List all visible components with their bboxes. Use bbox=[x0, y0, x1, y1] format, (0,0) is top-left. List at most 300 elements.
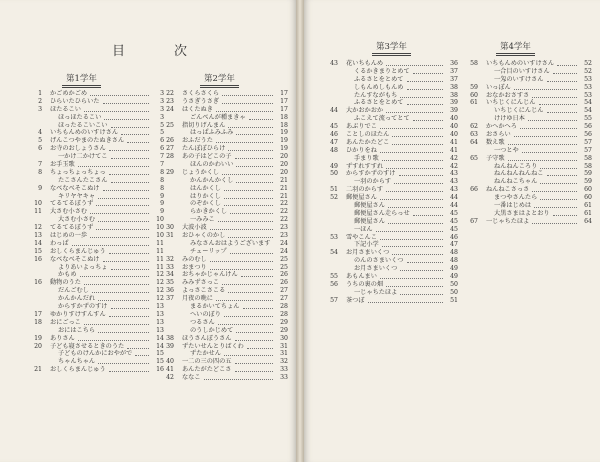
toc-entry-number: 8 bbox=[38, 168, 42, 176]
toc-entry bbox=[324, 178, 458, 186]
toc-entry bbox=[464, 76, 592, 84]
toc-entry-number: 33 bbox=[166, 263, 174, 271]
toc-entry-page: 31 bbox=[280, 342, 288, 350]
toc-entry bbox=[28, 193, 164, 201]
leader-dots bbox=[135, 355, 149, 356]
toc-entry-number: 13 bbox=[34, 232, 42, 240]
leader-dots bbox=[236, 134, 273, 135]
toc-entry-page: 8 bbox=[160, 184, 164, 192]
toc-entry-number: 45 bbox=[330, 123, 338, 131]
toc-entry-page: 10 bbox=[156, 216, 164, 224]
toc-entry bbox=[28, 358, 164, 366]
toc-entry-title: ふこえて流ってとて bbox=[354, 115, 410, 123]
toc-entry-title: くるかきまりとめて bbox=[354, 67, 410, 75]
toc-entry-number: 43 bbox=[330, 60, 338, 67]
toc-entry-title: お寺のおしょうさん bbox=[50, 145, 106, 153]
toc-entry-page: 27 bbox=[280, 287, 288, 295]
toc-entry-page: 24 bbox=[280, 239, 288, 247]
toc-entry-page: 11 bbox=[156, 263, 164, 271]
leader-dots bbox=[84, 111, 149, 112]
toc-entry-title: いちじくにんじん bbox=[494, 107, 544, 115]
toc-entry-page: 53 bbox=[584, 83, 592, 91]
toc-entry-page: 61 bbox=[584, 202, 592, 210]
toc-entry bbox=[160, 208, 288, 216]
toc-entry-title: いっぽん bbox=[486, 83, 511, 91]
toc-entry-title: げんこつやまのたぬきさん bbox=[50, 137, 125, 145]
toc-entry-page: 24 bbox=[280, 247, 288, 255]
toc-entry-title: はじめの一歩 bbox=[50, 232, 88, 240]
leader-dots bbox=[109, 174, 149, 175]
toc-entry-title: 大さむ小さむ bbox=[58, 216, 96, 224]
toc-entry-title: はくたぬき bbox=[182, 105, 213, 113]
toc-entry bbox=[160, 216, 288, 224]
toc-entry-title: 手まり歌 bbox=[354, 154, 379, 162]
leader-dots bbox=[247, 348, 273, 349]
toc-entry-title: 郵便屋さん走らっせ bbox=[354, 209, 410, 217]
leader-dots bbox=[84, 324, 149, 325]
leader-dots bbox=[532, 97, 577, 98]
toc-entry-page: 21 bbox=[280, 192, 288, 200]
toc-entry bbox=[28, 122, 164, 130]
toc-entry-page: 58 bbox=[584, 162, 592, 170]
toc-entry-page: 36 bbox=[450, 60, 458, 67]
toc-entry-title: ねんねんねんねこ bbox=[494, 170, 544, 178]
toc-entry-page: 43 bbox=[450, 186, 458, 194]
leader-dots bbox=[407, 89, 443, 90]
toc-entry bbox=[160, 358, 288, 366]
leader-dots bbox=[392, 254, 443, 255]
toc-entry-number: 35 bbox=[166, 279, 174, 287]
leader-dots bbox=[216, 300, 273, 301]
toc-entry bbox=[324, 186, 458, 194]
toc-entry-number: 38 bbox=[166, 334, 174, 342]
toc-entry bbox=[160, 153, 288, 161]
toc-entry-page: 3 bbox=[160, 105, 164, 113]
toc-entry-number: 1 bbox=[38, 90, 42, 97]
leader-dots bbox=[98, 363, 149, 364]
leader-dots bbox=[224, 355, 273, 356]
leader-dots bbox=[230, 213, 273, 214]
toc-entry-title: なべなべそこぬけ bbox=[50, 184, 100, 192]
leader-dots bbox=[386, 286, 443, 287]
toc-entry bbox=[28, 248, 164, 256]
leader-dots bbox=[80, 276, 149, 277]
toc-entry-title: みなさんおはようございます bbox=[190, 239, 271, 247]
leader-dots bbox=[380, 152, 443, 153]
toc-entry-title: 下記小学 bbox=[354, 241, 379, 249]
leader-dots bbox=[222, 284, 273, 285]
toc-entry-number: 62 bbox=[470, 123, 478, 131]
leader-dots bbox=[547, 81, 577, 82]
leader-dots bbox=[98, 221, 149, 222]
grade-heading-2: 第2学年 bbox=[204, 74, 235, 84]
toc-entry-title: あの子はどこの子 bbox=[182, 153, 232, 161]
leader-dots bbox=[109, 150, 149, 151]
toc-entry-page: 25 bbox=[280, 263, 288, 271]
toc-entry-number: 37 bbox=[166, 295, 174, 303]
toc-entry-number: 56 bbox=[330, 280, 338, 288]
leader-dots bbox=[413, 215, 443, 216]
leader-dots bbox=[92, 292, 149, 293]
toc-entry-title: かごめかごめ bbox=[50, 90, 88, 97]
toc-entry-number: 6 bbox=[38, 145, 42, 153]
toc-entry-page: 33 bbox=[280, 366, 288, 374]
leader-dots bbox=[236, 166, 273, 167]
leader-dots bbox=[228, 127, 273, 128]
toc-entry-number: 42 bbox=[166, 374, 174, 382]
toc-entry-page: 60 bbox=[584, 186, 592, 194]
toc-entry bbox=[28, 224, 164, 232]
leader-dots bbox=[392, 136, 443, 137]
toc-entry-page: 22 bbox=[280, 216, 288, 224]
toc-entry-page: 3 bbox=[160, 90, 164, 97]
toc-entry-title: 郵便屋さん bbox=[354, 202, 385, 210]
toc-entry-number: 30 bbox=[166, 224, 174, 232]
leader-dots bbox=[380, 278, 443, 279]
toc-entry bbox=[160, 287, 288, 295]
leader-dots bbox=[224, 190, 273, 191]
toc-entry bbox=[464, 92, 592, 100]
toc-entry-title: お月さまいくつ bbox=[346, 249, 390, 257]
toc-entry-title: 二羽のからす bbox=[346, 186, 384, 194]
leader-dots bbox=[514, 89, 577, 90]
leader-dots bbox=[399, 175, 443, 176]
toc-entry-page: 6 bbox=[160, 145, 164, 153]
toc-entry-page: 19 bbox=[280, 145, 288, 153]
toc-column-4 bbox=[464, 60, 592, 226]
toc-entry bbox=[464, 170, 592, 178]
toc-entry bbox=[160, 224, 288, 232]
leader-dots bbox=[539, 104, 577, 105]
leader-dots bbox=[380, 199, 443, 200]
leader-dots bbox=[380, 128, 443, 129]
leader-dots bbox=[557, 65, 577, 66]
toc-entry-title: つるさん bbox=[190, 318, 215, 326]
leader-dots bbox=[243, 308, 273, 309]
toc-entry bbox=[160, 177, 288, 185]
leader-dots bbox=[413, 120, 443, 121]
toc-entry-number: 44 bbox=[330, 107, 338, 115]
toc-entry-title: からすかずのすけ bbox=[346, 170, 396, 178]
toc-entry-title: ほっほたるこい bbox=[58, 113, 102, 121]
toc-entry-title: 雪やこんこ bbox=[346, 233, 377, 241]
toc-entry-page: 11 bbox=[156, 239, 164, 247]
toc-entry bbox=[464, 99, 592, 107]
toc-entry bbox=[160, 256, 288, 264]
leader-dots bbox=[96, 229, 149, 230]
toc-entry-title: うちの裏の畑 bbox=[346, 280, 384, 288]
toc-entry-page: 8 bbox=[160, 168, 164, 176]
toc-entry-page: 11 bbox=[156, 247, 164, 255]
toc-entry-page: 9 bbox=[160, 208, 164, 216]
toc-entry bbox=[160, 279, 288, 287]
leader-dots bbox=[210, 229, 273, 230]
toc-entry-title: 一ほん bbox=[354, 225, 373, 233]
leader-dots bbox=[553, 215, 577, 216]
leader-dots bbox=[222, 95, 273, 96]
toc-entry bbox=[464, 210, 592, 218]
leader-dots bbox=[400, 97, 443, 98]
toc-entry-page: 14 bbox=[156, 342, 164, 350]
toc-entry-title: まるかいてちょん bbox=[190, 303, 240, 311]
toc-entry-number: 25 bbox=[166, 121, 174, 129]
toc-entry-number: 63 bbox=[470, 131, 478, 139]
toc-entry bbox=[324, 68, 458, 76]
toc-entry-title: いちもんめのいすけさん bbox=[486, 60, 555, 67]
toc-entry bbox=[160, 327, 288, 335]
toc-entry-page: 12 bbox=[156, 295, 164, 303]
toc-entry-number: 5 bbox=[38, 137, 42, 145]
toc-entry bbox=[464, 147, 592, 155]
toc-entry bbox=[324, 257, 458, 265]
toc-entry bbox=[160, 295, 288, 303]
toc-entry-title: 花いちもんめ bbox=[346, 60, 384, 67]
toc-entry-number: 16 bbox=[34, 279, 42, 287]
toc-entry-page: 42 bbox=[450, 162, 458, 170]
leader-dots bbox=[90, 237, 149, 238]
toc-entry-page: 37 bbox=[450, 75, 458, 83]
leader-dots bbox=[388, 207, 443, 208]
toc-entry bbox=[324, 131, 458, 139]
leader-dots bbox=[386, 168, 443, 169]
toc-entry-page: 48 bbox=[450, 257, 458, 265]
toc-entry-page: 3 bbox=[160, 113, 164, 121]
toc-entry-page: 44 bbox=[450, 194, 458, 202]
toc-entry bbox=[324, 226, 458, 234]
leader-dots bbox=[109, 316, 149, 317]
toc-entry-title: はりかくし bbox=[190, 192, 221, 200]
toc-entry-page: 12 bbox=[156, 279, 164, 287]
toc-entry-page: 42 bbox=[450, 154, 458, 162]
toc-entry bbox=[324, 194, 458, 202]
toc-entry-title: ほったるこいこい bbox=[58, 121, 108, 129]
toc-entry-page: 45 bbox=[450, 217, 458, 225]
leader-dots bbox=[236, 182, 273, 183]
toc-entry-page: 56 bbox=[584, 131, 592, 139]
book-gutter bbox=[296, 0, 304, 462]
toc-entry-page: 30 bbox=[280, 334, 288, 342]
toc-entry-number: 14 bbox=[34, 239, 42, 247]
toc-entry-title: かんかんだれ bbox=[58, 295, 96, 303]
toc-entry-page: 20 bbox=[280, 153, 288, 161]
leader-dots bbox=[540, 199, 577, 200]
toc-entry-number: 32 bbox=[166, 255, 174, 263]
toc-entry-title: おにごっこ bbox=[50, 318, 81, 326]
leader-dots bbox=[103, 190, 149, 191]
toc-entry-page: 10 bbox=[156, 232, 164, 240]
toc-entry-page: 18 bbox=[280, 113, 288, 121]
toc-entry-title: かんかんかくし bbox=[190, 176, 234, 184]
toc-entry-page: 60 bbox=[584, 194, 592, 202]
toc-entry-number: 41 bbox=[166, 366, 174, 374]
toc-entry-page: 13 bbox=[156, 318, 164, 326]
toc-column-3 bbox=[324, 60, 458, 305]
toc-entry-title: おふだうた bbox=[182, 137, 213, 145]
leader-dots bbox=[210, 269, 273, 270]
toc-entry-page: 49 bbox=[450, 273, 458, 281]
toc-entry bbox=[160, 169, 288, 177]
toc-entry-title: ねんねこさっさ bbox=[486, 186, 530, 194]
toc-entry bbox=[28, 232, 164, 240]
toc-entry bbox=[464, 202, 592, 210]
toc-entry bbox=[28, 256, 164, 264]
toc-entry bbox=[28, 200, 164, 208]
toc-entry-title: 一じゃちたほよ bbox=[354, 288, 398, 296]
toc-entry-page: 12 bbox=[156, 271, 164, 279]
toc-entry-page: 57 bbox=[584, 146, 592, 154]
toc-entry-page: 8 bbox=[160, 176, 164, 184]
leader-dots bbox=[230, 253, 273, 254]
leader-dots bbox=[222, 103, 273, 104]
toc-entry-title: のんのさまいくつ bbox=[354, 257, 404, 265]
toc-entry-page: 61 bbox=[584, 209, 592, 217]
toc-entry-title: たこさんたこさん bbox=[58, 176, 108, 184]
toc-entry-title: みみずさっこ bbox=[182, 279, 220, 287]
toc-entry-page: 15 bbox=[156, 350, 164, 358]
toc-entry-number: 49 bbox=[330, 162, 338, 170]
toc-entry-title: お手玉歌 bbox=[50, 161, 75, 169]
toc-entry-page: 23 bbox=[280, 224, 288, 232]
leader-dots bbox=[235, 363, 273, 364]
leader-dots bbox=[224, 198, 273, 199]
toc-entry bbox=[160, 145, 288, 153]
toc-entry-title: ひらいたひらいた bbox=[50, 97, 100, 105]
toc-entry bbox=[28, 287, 164, 295]
toc-entry-title: 月夜の晩に bbox=[182, 295, 213, 303]
toc-entry-title: のぞかくし bbox=[190, 200, 221, 208]
toc-entry-page: 6 bbox=[160, 137, 164, 145]
toc-entry-page: 54 bbox=[584, 107, 592, 115]
toc-entry bbox=[160, 106, 288, 114]
toc-entry bbox=[28, 240, 164, 248]
toc-entry-title: ちょっちょっちょっ bbox=[50, 168, 106, 176]
leader-dots bbox=[103, 261, 149, 262]
toc-entry bbox=[28, 98, 164, 106]
toc-entry-title: まつやさんたら bbox=[494, 194, 538, 202]
toc-entry bbox=[464, 155, 592, 163]
toc-entry-page: 9 bbox=[160, 192, 164, 200]
toc-entry-number: 16 bbox=[34, 255, 42, 263]
leader-dots bbox=[98, 300, 149, 301]
leader-dots bbox=[98, 332, 149, 333]
toc-entry bbox=[464, 84, 592, 92]
toc-entry bbox=[324, 210, 458, 218]
leader-dots bbox=[90, 95, 149, 96]
toc-entry-page: 23 bbox=[280, 232, 288, 240]
toc-entry-page: 39 bbox=[450, 99, 458, 107]
leader-dots bbox=[528, 120, 577, 121]
toc-entry bbox=[160, 240, 288, 248]
toc-entry-title: 数え歌 bbox=[486, 138, 505, 146]
toc-entry-title: ほたるこい bbox=[50, 105, 81, 113]
toc-entry-title: おひゃくのかし bbox=[182, 232, 226, 240]
toc-entry-title: みのむし bbox=[182, 255, 207, 263]
toc-entry bbox=[160, 335, 288, 343]
toc-entry bbox=[28, 279, 164, 287]
toc-entry-number: 21 bbox=[34, 366, 42, 374]
toc-entry bbox=[324, 297, 458, 305]
toc-entry-title: 子守歌 bbox=[486, 154, 505, 162]
leader-dots bbox=[249, 119, 273, 120]
toc-entry bbox=[160, 122, 288, 130]
leader-dots bbox=[386, 65, 443, 66]
toc-entry-number: 7 bbox=[38, 161, 42, 169]
toc-entry-page: 16 bbox=[156, 366, 164, 374]
toc-entry-title: あぶりでこ bbox=[346, 123, 377, 131]
toc-entry-page: 12 bbox=[156, 287, 164, 295]
grade-heading-3: 第3学年 bbox=[376, 42, 407, 52]
toc-entry-page: 25 bbox=[280, 255, 288, 263]
toc-entry bbox=[160, 271, 288, 279]
toc-entry bbox=[160, 129, 288, 137]
toc-entry-title: ふるさとをとめて bbox=[354, 99, 404, 107]
toc-entry bbox=[28, 366, 164, 374]
toc-entry-title: 一番はじめは bbox=[494, 202, 532, 210]
leader-dots bbox=[216, 142, 273, 143]
toc-entry bbox=[28, 114, 164, 122]
toc-entry-page: 3 bbox=[160, 97, 164, 105]
leader-dots bbox=[204, 379, 273, 380]
leader-dots bbox=[218, 221, 273, 222]
toc-entry bbox=[160, 343, 288, 351]
toc-entry-page: 50 bbox=[450, 280, 458, 288]
toc-entry-page: 20 bbox=[280, 168, 288, 176]
toc-entry-page: 32 bbox=[280, 358, 288, 366]
toc-entry-title: ななこ bbox=[182, 374, 201, 382]
toc-entry-page: 19 bbox=[280, 137, 288, 145]
toc-entry-page: 40 bbox=[450, 115, 458, 123]
toc-entry-title: お月さまいくつ bbox=[354, 265, 398, 273]
leader-dots bbox=[127, 142, 149, 143]
toc-entry bbox=[324, 147, 458, 155]
toc-entry-page: 38 bbox=[450, 83, 458, 91]
toc-entry bbox=[160, 193, 288, 201]
toc-entry-number: 24 bbox=[166, 105, 174, 113]
toc-entry-number: 15 bbox=[34, 247, 42, 255]
toc-entry bbox=[160, 374, 288, 382]
leader-dots bbox=[413, 73, 443, 74]
leader-dots bbox=[407, 81, 443, 82]
leader-dots bbox=[522, 152, 577, 153]
leader-dots bbox=[103, 103, 149, 104]
toc-entry-title: よりあいよっちょ bbox=[58, 263, 108, 271]
toc-entry-title: チューリップ bbox=[190, 247, 227, 255]
grade-heading-4: 第4学年 bbox=[500, 42, 531, 52]
toc-entry-page: 54 bbox=[584, 99, 592, 107]
toc-entry bbox=[324, 281, 458, 289]
toc-entry bbox=[324, 123, 458, 131]
toc-entry-page: 28 bbox=[280, 303, 288, 311]
toc-entry-title: かへかへろ bbox=[486, 123, 517, 131]
toc-entry-number: 3 bbox=[38, 105, 42, 113]
toc-entry-number: 26 bbox=[166, 137, 174, 145]
toc-entry-page: 53 bbox=[584, 75, 592, 83]
toc-entry-page: 7 bbox=[160, 161, 164, 169]
toc-entry-title: 一二の三の四の五 bbox=[182, 358, 232, 366]
toc-entry-number: 48 bbox=[330, 146, 338, 154]
toc-entry-page: 51 bbox=[450, 296, 458, 304]
toc-entry-title: キリヤヤキャ bbox=[58, 192, 96, 200]
toc-entry-title: うさぎうさぎ bbox=[182, 97, 220, 105]
leader-dots bbox=[111, 158, 149, 159]
toc-entry-page: 7 bbox=[160, 153, 164, 161]
leader-dots bbox=[407, 104, 443, 105]
toc-entry-page: 41 bbox=[450, 146, 458, 154]
toc-entry bbox=[28, 177, 164, 185]
leader-dots bbox=[228, 292, 273, 293]
toc-entry-number: 10 bbox=[34, 200, 42, 208]
toc-entry-title: あんたがたどこさ bbox=[182, 366, 232, 374]
